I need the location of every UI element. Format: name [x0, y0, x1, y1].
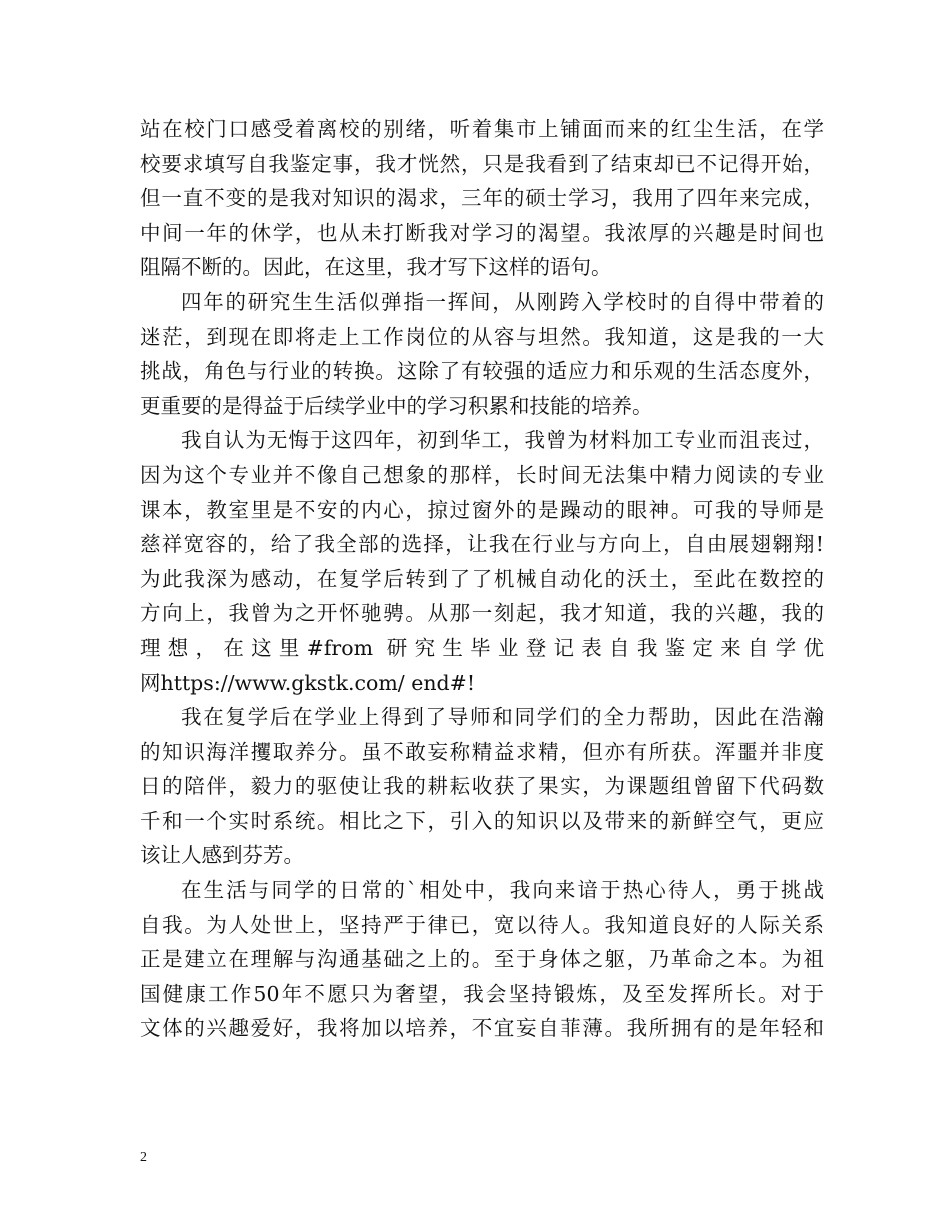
text-line: 为此我深为感动，在复学后转到了了机械自动化的沃土，至此在数控的	[140, 566, 824, 591]
text-line: 但一直不变的是我对知识的渴求，三年的硕士学习，我用了四年来完成，	[140, 186, 824, 211]
text-line: 正是建立在理解与沟通基础之上的。至于身体之躯，乃革命之本。为祖	[140, 947, 824, 972]
text-line: 阻隔不断的。因此，在这里，我才写下这样的语句。	[140, 255, 612, 280]
text-line: 网https://www.gkstk.com/ end#!	[140, 670, 476, 695]
text-line: 四年的研究生生活似弹指一挥间，从刚跨入学校时的自得中带着的	[181, 289, 824, 314]
text-line: 在生活与同学的日常的`相处中，我向来谙于热心待人，勇于挑战	[181, 878, 824, 903]
text-line: 我在复学后在学业上得到了导师和同学们的全力帮助，因此在浩瀚	[181, 705, 824, 730]
text-line: 慈祥宽容的，给了我全部的选择，让我在行业与方向上，自由展翅翱翔!	[140, 532, 824, 557]
page-number: 2	[140, 1150, 147, 1165]
text-line: 日的陪伴，毅力的驱使让我的耕耘收获了果实，为课题组曾留下代码数	[140, 774, 824, 799]
text-line: 更重要的是得益于后续学业中的学习积累和技能的培养。	[140, 393, 653, 418]
text-line: 我自认为无悔于这四年，初到华工，我曾为材料加工专业而沮丧过，	[181, 428, 824, 453]
text-line: 迷茫，到现在即将走上工作岗位的从容与坦然。我知道，这是我的一大	[140, 324, 824, 349]
text-line: 的知识海洋攫取养分。虽不敢妄称精益求精，但亦有所获。浑噩并非度	[140, 739, 824, 764]
text-line: 该让人感到芬芳。	[140, 843, 304, 868]
text-line: 中间一年的休学，也从未打断我对学习的渴望。我浓厚的兴趣是时间也	[140, 220, 824, 245]
text-line: 理想，在这里#from 研究生毕业登记表自我鉴定来自学优	[140, 635, 824, 660]
text-line: 挑战，角色与行业的转换。这除了有较强的适应力和乐观的生活态度外，	[140, 359, 824, 384]
text-line: 方向上，我曾为之开怀驰骋。从那一刻起，我才知道，我的兴趣，我的	[140, 601, 824, 626]
body-text	[140, 112, 824, 1046]
text-line: 课本，教室里是不安的内心，掠过窗外的是躁动的眼神。可我的导师是	[140, 497, 824, 522]
text-line: 因为这个专业并不像自己想象的那样，长时间无法集中精力阅读的专业	[140, 462, 824, 487]
text-line: 校要求填写自我鉴定事，我才恍然，只是我看到了结束却已不记得开始，	[140, 151, 824, 176]
text-line: 文体的兴趣爱好，我将加以培养，不宜妄自菲薄。我所拥有的是年轻和	[140, 1016, 824, 1041]
text-line: 国健康工作50年不愿只为奢望，我会坚持锻炼，及至发挥所长。对于	[140, 981, 824, 1006]
text-line: 千和一个实时系统。相比之下，引入的知识以及带来的新鲜空气，更应	[140, 808, 824, 833]
text-line: 自我。为人处世上，坚持严于律已，宽以待人。我知道良好的人际关系	[140, 912, 824, 937]
text-line: 站在校门口感受着离校的别绪，听着集市上铺面而来的红尘生活，在学	[140, 117, 824, 141]
